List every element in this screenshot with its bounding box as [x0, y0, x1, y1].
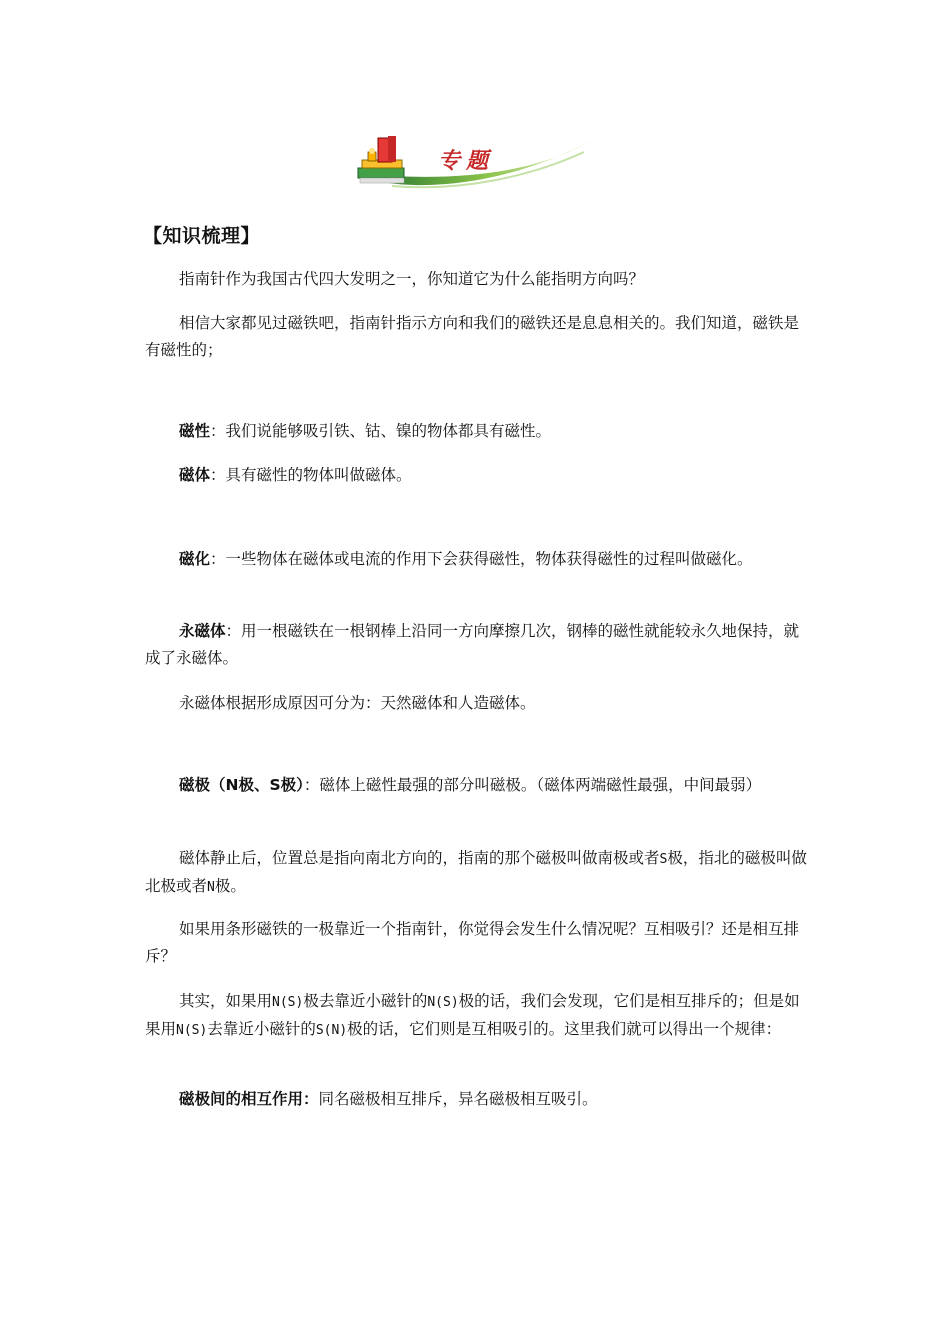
term-separator: ： [210, 466, 226, 484]
paragraph-poles-direction [145, 845, 807, 901]
paragraph-magnet: 相信大家都见过磁铁吧，指南针指示方向和我们的磁铁还是息息相关的。我们知道，磁铁是有磁性的； [145, 314, 800, 359]
definition-text: 一些物体在磁体或电流的作用下会获得磁性，物体获得磁性的过程叫做磁化。 [225, 550, 753, 568]
paragraph-magnet-types: 永磁体根据形成原因可分为：天然磁体和人造磁体。 [179, 694, 536, 712]
pole-label: N(S) [427, 995, 459, 1010]
pole-s-label: S [659, 852, 668, 867]
definition-text: 磁体上磁性最强的部分叫磁极。（磁体两端磁性最强，中间最弱） [319, 776, 762, 794]
definition-text: 具有磁性的物体叫做磁体。 [225, 466, 412, 484]
definition-magnetization [145, 546, 807, 573]
term-magnet: 磁体 [179, 466, 211, 484]
text-segment: 极的话，我们会发现，它们是相互排斥的；但是如果用 [145, 992, 800, 1038]
section-heading: 【知识梳理】 [143, 225, 261, 247]
definition-magnetism [145, 418, 807, 445]
term-separator: ： [210, 550, 226, 568]
pole-label: S(N) [315, 1023, 348, 1038]
term-separator: ： [210, 422, 226, 440]
text-segment: 其实，如果用 [179, 992, 273, 1010]
definition-permanent-magnet [145, 618, 807, 672]
text-segment: 极去靠近小磁针的 [303, 992, 428, 1010]
text-segment: 去靠近小磁针的 [207, 1020, 316, 1038]
paragraph-explanation [145, 988, 807, 1044]
definition-text: 用一根磁铁在一根钢棒上沿同一方向摩擦几次，钢棒的磁性就能较永久地保持，就成了永磁体。 [145, 622, 800, 667]
topic-banner [352, 130, 602, 196]
term-pole-interaction: 磁极间的相互作用： [179, 1090, 319, 1108]
paragraph-intro: 指南针作为我国古代四大发明之一，你知道它为什么能指明方向吗？ [179, 270, 645, 288]
text-segment: 磁体静止后，位置总是指向南北方向的，指南的那个磁极叫做南极或者 [179, 849, 660, 867]
term-permanent-magnet: 永磁体 [179, 622, 226, 640]
term-magnetization: 磁化 [179, 550, 211, 568]
paragraph-question: 如果用条形磁铁的一极靠近一个指南针，你觉得会发生什么情况呢？互相吸引？还是相互排斥？ [145, 920, 800, 965]
text-segment: 极，指北的磁极叫做北极或者 [145, 849, 807, 895]
definition-magnet [145, 462, 807, 489]
pole-label: N(S) [176, 1023, 208, 1038]
term-magnetic-pole: 磁极（N极、S极） [179, 776, 304, 794]
rule-pole-interaction [145, 1086, 807, 1113]
definition-text: 我们说能够吸引铁、钴、镍的物体都具有磁性。 [225, 422, 552, 440]
text-segment: 极。 [214, 877, 246, 895]
term-separator: ： [303, 776, 320, 794]
definition-text: 同名磁极相互排斥，异名磁极相互吸引。 [318, 1090, 598, 1108]
term-separator: ： [225, 622, 242, 640]
definition-magnetic-pole [145, 772, 807, 799]
pole-label: N(S) [272, 995, 304, 1010]
text-segment: 极的话，它们则是互相吸引的。这里我们就可以得出一个规律： [347, 1020, 782, 1038]
term-magnetism: 磁性 [179, 422, 211, 440]
pole-n-label: N [207, 880, 215, 895]
banner-title: 专题 [438, 148, 495, 174]
